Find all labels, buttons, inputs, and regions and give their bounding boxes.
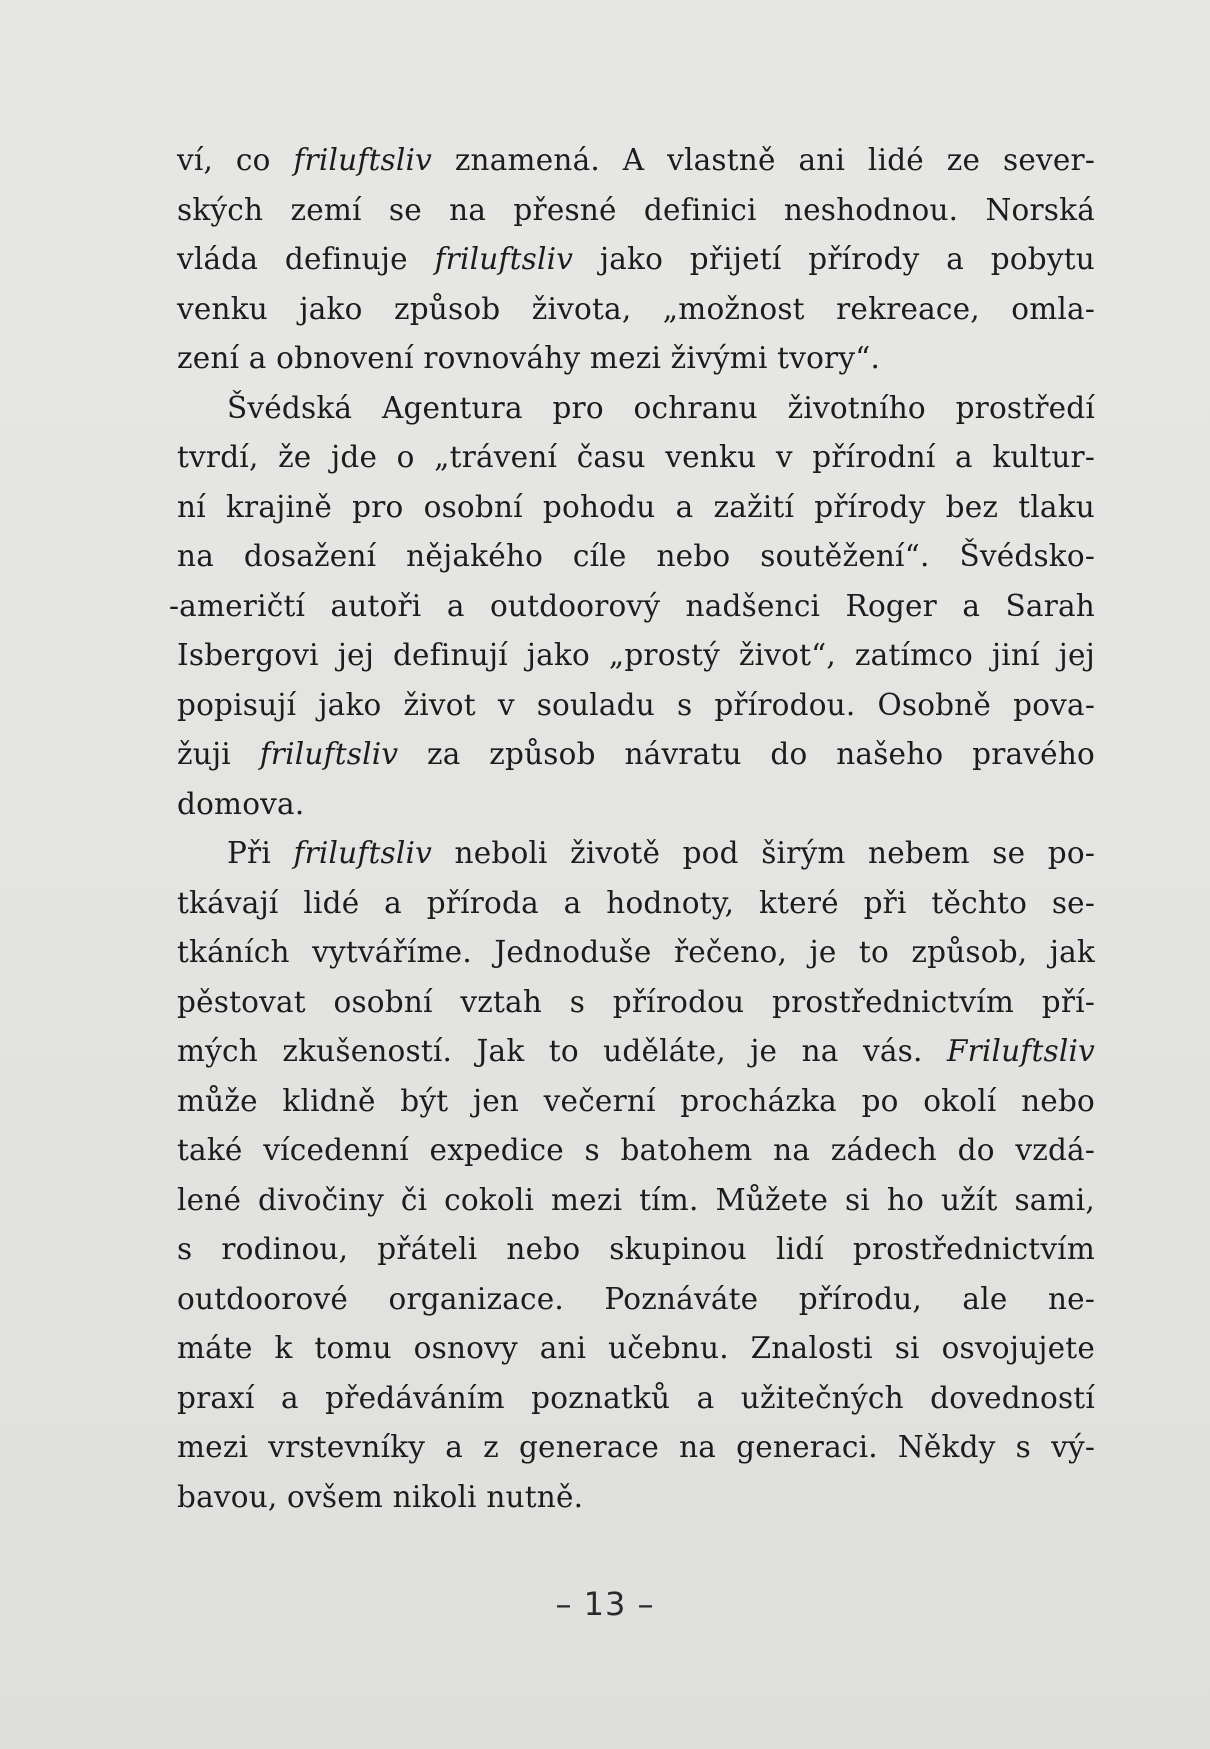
text-line: bavou, ovšem nikoli nutně. xyxy=(177,1479,584,1514)
text-line: mezi vrstevníky a z generace na generaci. Někdy s vý- xyxy=(177,1430,1095,1464)
text-line: pěstovat osobní vztah s přírodou prostřednictvím pří- xyxy=(177,984,1095,1019)
text-line: tkáních vytváříme. Jednoduše řečeno, je to způsob, jak xyxy=(177,935,1095,969)
text-line: praxí a předáváním poznatků a užitečných dovedností xyxy=(177,1380,1095,1415)
text-line: tkávají lidé a příroda a hodnoty, které při těchto se- xyxy=(177,885,1095,920)
text-line: ských zemí se na přesné definici neshodnou. Norská xyxy=(177,192,1095,227)
text-line: ní krajině pro osobní pohodu a zažití přírody bez tlaku xyxy=(177,489,1095,524)
text-line: zení a obnovení rovnováhy mezi živými tvory“. xyxy=(177,341,881,375)
body-text xyxy=(169,136,1096,1522)
text-line: tvrdí, že jde o „trávení času venku v přírodní a kultur- xyxy=(177,440,1095,474)
text-line: -američtí autoři a outdoorový nadšenci Roger a Sarah xyxy=(169,588,1095,623)
text-line: také vícedenní expedice s batohem na zádech do vzdá- xyxy=(177,1133,1095,1167)
text-line: Isbergovi jej definují jako „prostý život“, zatímco jiní jej xyxy=(177,638,1095,672)
page-number: – 13 – xyxy=(555,1585,655,1623)
text-line: vláda definuje friluftsliv jako přijetí přírody a pobytu xyxy=(177,242,1095,276)
text-line: outdoorové organizace. Poznáváte přírodu, ale ne- xyxy=(177,1281,1095,1316)
text-line: žuji friluftsliv za způsob návratu do našeho pravého xyxy=(177,737,1095,771)
text-line: s rodinou, přáteli nebo skupinou lidí prostřednictvím xyxy=(177,1232,1095,1266)
text-line: Při friluftsliv neboli životě pod širým nebem se po- xyxy=(227,836,1095,870)
text-line: popisují jako život v souladu s přírodou. Osobně pova- xyxy=(177,687,1095,722)
text-line: venku jako způsob života, „možnost rekreace, omla- xyxy=(177,291,1095,326)
text-line: mých zkušeností. Jak to uděláte, je na vás. Friluftsliv xyxy=(177,1034,1095,1068)
text-line: ví, co friluftsliv znamená. A vlastně ani lidé ze sever- xyxy=(177,143,1096,177)
text-line: na dosažení nějakého cíle nebo soutěžení“. Švédsko- xyxy=(177,539,1095,573)
text-line: máte k tomu osnovy ani učebnu. Znalosti si osvojujete xyxy=(177,1331,1095,1365)
text-line: může klidně být jen večerní procházka po okolí nebo xyxy=(177,1083,1095,1118)
text-line: lené divočiny či cokoli mezi tím. Můžete si ho užít sami, xyxy=(177,1182,1095,1217)
text-line: Švédská Agentura pro ochranu životního prostředí xyxy=(227,390,1095,425)
text-line: domova. xyxy=(177,786,305,821)
